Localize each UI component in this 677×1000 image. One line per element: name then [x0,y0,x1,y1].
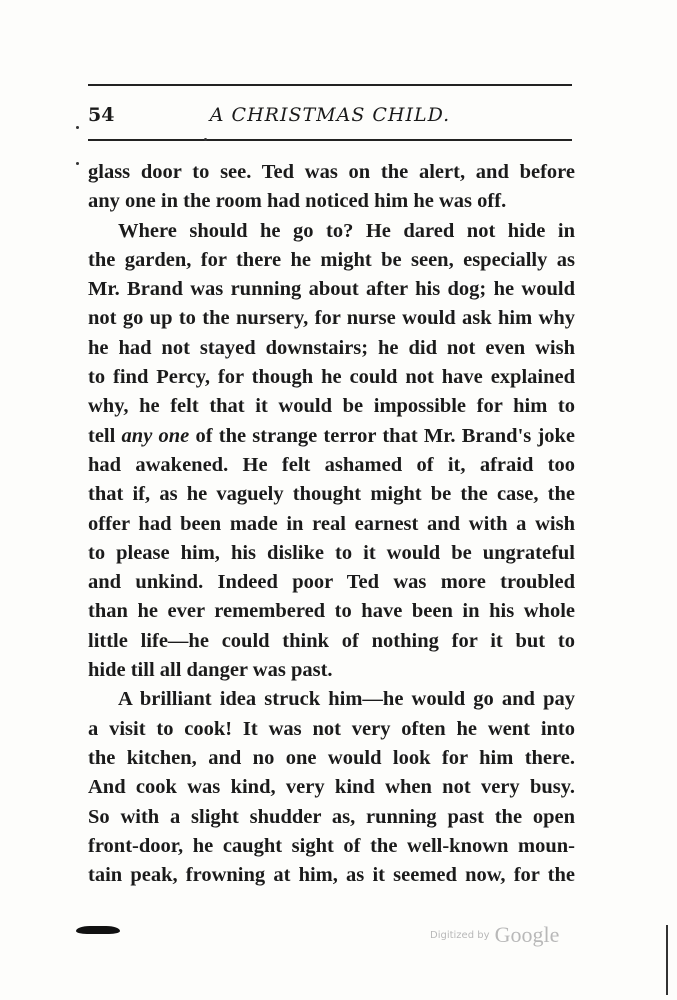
text-line: offer had been made in real earnest and with a wish [88,512,575,535]
text-line: to please him, his dislike to it would be ungrateful [88,541,575,564]
text-line: why, he felt that it would be impossible for him to [88,395,575,418]
page-header [88,100,572,130]
print-speck [204,138,207,141]
text-line-with-italic [88,422,575,451]
running-title: A CHRISTMAS CHILD. [209,104,451,126]
text-line: So with a slight shudder as, running past the open [88,805,575,828]
page-body [88,158,575,890]
text-line: to find Percy, for though he could not have explained [88,366,575,389]
text-line: had awakened. He felt ashamed of it, afraid too [88,453,575,476]
text-line: not go up to the nursery, for nurse would ask him why [88,307,575,330]
text-line: Mr. Brand was running about after his dog; he would [88,278,575,301]
text-line: the garden, for there he might be seen, especially as [88,248,575,271]
watermark-small-text: Digitized by [430,930,490,941]
text-fragment: of the strange terror that Mr. Brand's joke [195,424,576,447]
text-line: than he ever remembered to have been in his whole [88,600,575,623]
text-line: hide till all danger was past. [88,659,333,682]
digitized-watermark [430,922,559,948]
text-line: and unkind. Indeed poor Ted was more troubled [88,571,575,594]
page-number: 54 [88,104,115,126]
text-line: glass door to see. Ted was on the alert, and before [88,161,575,183]
text-line: Where should he go to? He dared not hide in [118,219,575,242]
watermark-brand: Google [494,922,560,947]
text-line: front-door, he caught sight of the well-known moun- [88,834,575,857]
header-top-rule [88,84,572,86]
text-line: that if, as he vaguely thought might be the case, the [88,483,575,506]
print-speck [76,162,79,165]
text-fragment: tell [88,424,116,447]
text-line: any one in the room had noticed him he was off. [88,190,507,213]
text-line: little life—he could think of nothing for it but to [88,629,575,652]
header-bottom-rule [88,139,572,141]
italic-phrase: any one [121,424,190,447]
print-speck [76,126,79,129]
ink-blot [76,926,120,934]
text-line: he had not stayed downstairs; he did not even wish [88,336,575,359]
text-line: And cook was kind, very kind when not very busy. [88,776,575,799]
page-edge-mark [666,925,668,995]
text-line: the kitchen, and no one would look for him there. [88,746,575,769]
text-line: a visit to cook! It was not very often he went into [88,717,575,740]
text-line: A brilliant idea struck him—he would go and pay [118,688,575,711]
text-line: tain peak, frowning at him, as it seemed now, for the [88,864,575,887]
